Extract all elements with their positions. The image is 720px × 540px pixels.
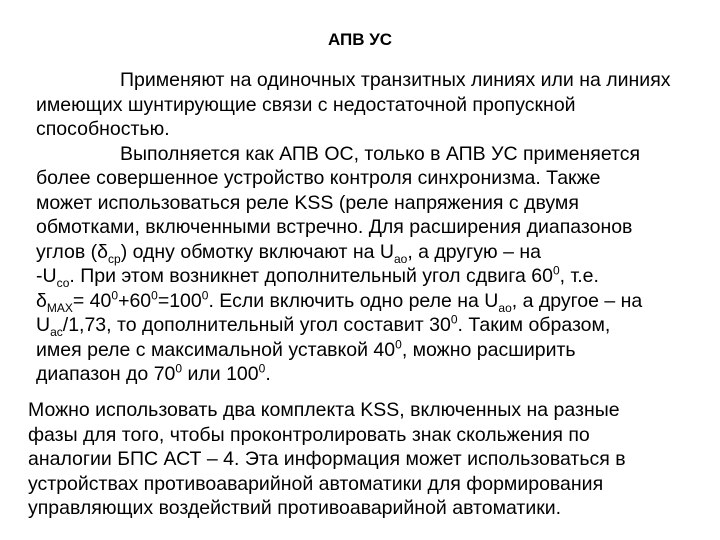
text-run: U (36, 314, 51, 336)
paragraph-2-line-5 (36, 240, 686, 265)
text-run: или 100 (182, 363, 259, 385)
subscript: ср (108, 251, 121, 266)
text-run: , а другое – на (511, 289, 643, 312)
text-run: /1,73, то дополнительный угол составит 30 (62, 314, 451, 336)
superscript: 0 (151, 288, 158, 302)
text-run: , т.е. (559, 265, 599, 287)
text-run: +60 (118, 289, 152, 312)
paragraph-1-line-1: Применяют на одиночных транзитных линиях или на линиях (120, 69, 671, 91)
superscript: 0 (201, 288, 209, 302)
paragraph-3-line-4: устройствах противоаварийной автоматики для формирования (28, 472, 604, 495)
text-run: = 40 (72, 289, 112, 312)
subscript: ао (393, 251, 408, 266)
superscript: 0 (258, 361, 266, 376)
text-run: имея реле с максимальной уставкой 40 (36, 338, 396, 361)
paragraph-3-line-3: аналогии БПС АСТ – 4. Эта информация может использоваться в (28, 448, 626, 470)
text-run: . Если включить одно реле на U (208, 289, 499, 312)
paragraph-3-line-5: управляющих воздействий противоаварийной автоматики. (28, 497, 562, 519)
superscript: 0 (552, 263, 560, 278)
closing-paragraph (28, 398, 688, 521)
subscript: MAX (46, 300, 73, 315)
text-run: -U (36, 265, 57, 287)
paragraph-2-line-8 (36, 313, 686, 338)
paragraph-2-line-2: более совершенное устройство контроля синхронизма. Также (36, 167, 601, 189)
paragraph-1-line-3: способностью. (36, 118, 170, 140)
text-run: ) одну обмотку включают на U (120, 240, 394, 263)
paragraph-2-line-4: обмотками, включенными встречно. Для расширения диапазонов (36, 216, 633, 238)
paragraph-1-line-2: имеющих шунтирующие связи с недостаточной пропускной (36, 93, 576, 116)
text-run: , а другую – на (407, 240, 541, 263)
paragraph-2-line-3: может использоваться реле KSS (реле напряжения с двумя (36, 191, 579, 214)
superscript: 0 (395, 337, 402, 351)
indented-text-block (36, 68, 686, 387)
paragraph-2-line-6 (36, 264, 686, 289)
subscript: со (56, 275, 70, 290)
text-run: δ (36, 289, 47, 312)
paragraph-2-line-10 (36, 362, 686, 387)
paragraph-3-line-1: Можно использовать два комплекта KSS, включенных на разные (28, 399, 620, 421)
text-run: =100 (157, 289, 202, 312)
subscript: ао (498, 300, 512, 315)
text-run: диапазон до 70 (36, 363, 176, 385)
page-title: АПВ УС (327, 30, 393, 49)
text-run: . При этом возникнет дополнительный угол сдвига 60 (69, 265, 553, 287)
paragraph-3-line-2: фазы для того, чтобы проконтролировать знак скольжения по (28, 423, 590, 446)
text-run: углов (δ (36, 240, 109, 263)
text-run: . Таким образом, (457, 314, 611, 336)
superscript: 0 (111, 288, 119, 302)
subscript: ас (50, 324, 63, 339)
paragraph-2-line-1: Выполняется как АПВ ОС, только в АПВ УС применяется (120, 142, 641, 165)
text-run: . (265, 363, 271, 385)
paragraph-2-line-9 (36, 338, 686, 363)
paragraph-2-line-7 (36, 289, 686, 314)
superscript: 0 (175, 361, 183, 376)
text-run: , можно расширить (401, 338, 576, 361)
superscript: 0 (450, 312, 458, 327)
